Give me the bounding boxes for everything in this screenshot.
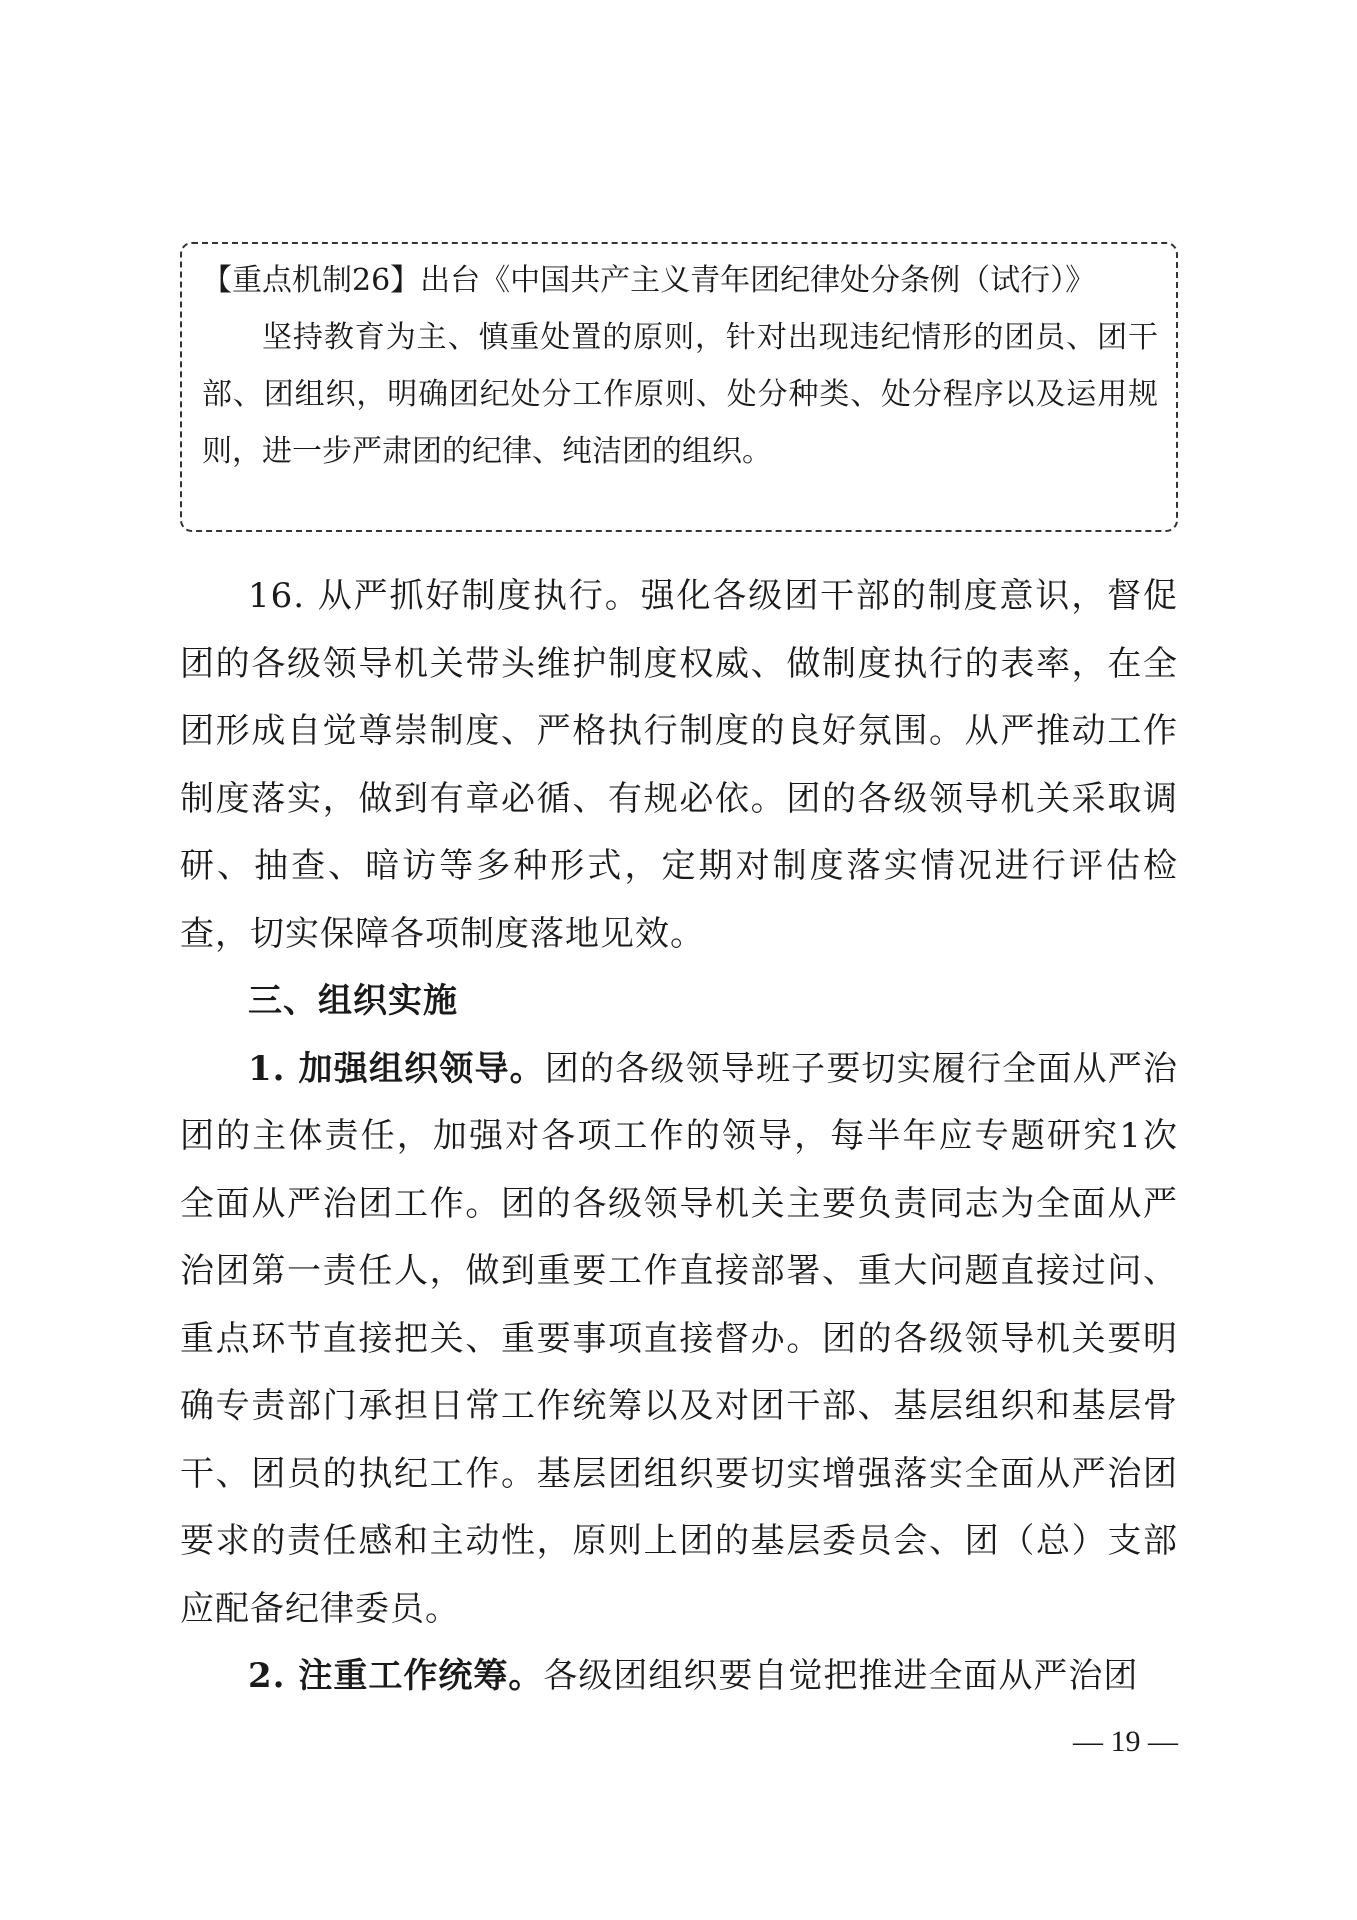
paragraph-1 xyxy=(180,1036,1178,1644)
paragraph-1-lead: 1. 加强组织领导。 xyxy=(248,1048,545,1089)
main-text xyxy=(180,563,1178,1711)
paragraph-2 xyxy=(180,1643,1178,1711)
callout-body: 坚持教育为主、慎重处置的原则，针对出现违纪情形的团员、团干部、团组织，明确团纪处分工作原则、处分种类、处分程序以及运用规则，进一步严肃团的纪律、纯洁团的组织。 xyxy=(202,320,1158,469)
key-mechanism-callout xyxy=(180,242,1178,532)
paragraph-2-body: 各级团组织要自觉把推进全面从严治团 xyxy=(543,1656,1139,1696)
page-number: — 19 — xyxy=(1073,1725,1178,1758)
section-heading: 三、组织实施 xyxy=(248,981,458,1021)
paragraph-16: 16. 从严抓好制度执行。强化各级团干部的制度意识，督促团的各级领导机关带头维护制度权威、做制度执行的表率，在全团形成自觉尊崇制度、严格执行制度的良好氛围。从严推动工作制度落实，做到有章必循、有规必依。团的各级领导机关采取调研、抽查、暗访等多种形式，定期对制度落实情况进行评估检查，切实保障各项制度落地见效。 xyxy=(180,576,1178,954)
callout-title: 【重点机制26】出台《中国共产主义青年团纪律处分条例（试行）》 xyxy=(202,263,1096,298)
paragraph-2-lead: 2. 注重工作统筹。 xyxy=(248,1656,544,1696)
paragraph-1-body: 团的各级领导班子要切实履行全面从严治团的主体责任，加强对各项工作的领导，每半年应专题研究1次全面从严治团工作。团的各级领导机关主要负责同志为全面从严治团第一责任人，做到重要工作直接部署、重大问题直接过问、重点环节直接把关、重要事项直接督办。团的各级领导机关要明确专责部门承担日常工作统筹以及对团干部、基层组织和基层骨干、团员的执纪工作。基层团组织要切实增强落实全面从严治团要求的责任感和主动性，原则上团的基层委员会、团（总）支部应配备纪律委员。 xyxy=(180,1048,1178,1629)
